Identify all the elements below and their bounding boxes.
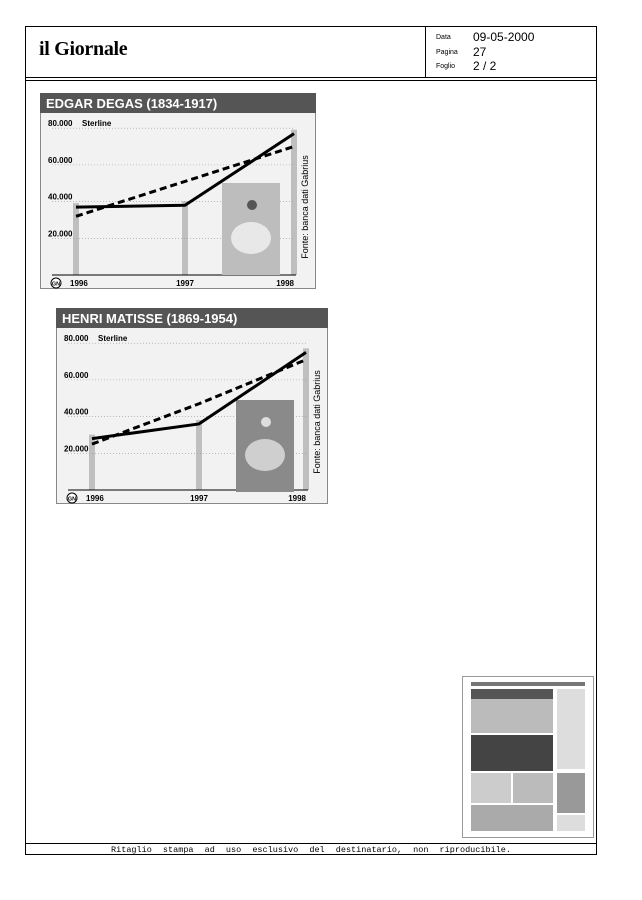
y-tick-label: 60.000 — [64, 370, 89, 380]
x-tick-label: 1998 — [276, 279, 294, 288]
x-tick-label: 1997 — [176, 279, 194, 288]
newspaper-logo: il Giornale — [39, 38, 128, 60]
chart-pillar — [303, 348, 309, 490]
page-thumbnail — [462, 676, 594, 838]
artwork-image — [222, 183, 280, 275]
date-label: Data — [436, 34, 451, 41]
x-tick-label: 1997 — [190, 494, 208, 503]
gn-badge: GN — [51, 281, 61, 288]
artwork-figure — [231, 222, 271, 254]
y-tick-label: 20.000 — [64, 444, 89, 454]
chart-pillar — [73, 203, 79, 275]
source-label: Fonte: banca dati Gabrius — [312, 370, 322, 474]
sheet-label: Foglio — [436, 63, 456, 70]
header — [25, 26, 597, 78]
artwork-image — [236, 400, 294, 492]
y-tick-label: 40.000 — [64, 407, 89, 417]
artwork-figure — [245, 439, 285, 471]
page-label: Pagina — [436, 49, 458, 56]
y-tick-label: 40.000 — [48, 192, 73, 202]
source-label: Fonte: banca dati Gabrius — [300, 155, 310, 259]
y-tick-label: 80.000 — [48, 119, 73, 129]
header-divider — [25, 80, 597, 81]
matisse-chart — [56, 308, 328, 504]
chart-pillar — [196, 420, 202, 490]
y-axis-label: Sterline — [82, 119, 112, 129]
footer-divider — [25, 843, 597, 844]
page-value: 27 — [473, 45, 487, 59]
y-tick-label: 60.000 — [48, 155, 73, 165]
sheet-value: 2 / 2 — [473, 59, 497, 73]
chart-title: HENRI MATISSE (1869-1954) — [62, 311, 238, 326]
footer-disclaimer: Ritaglio stampa ad uso esclusivo del destinatario, non riproducibile. — [111, 845, 511, 855]
y-tick-label: 20.000 — [48, 229, 73, 239]
y-tick-label: 80.000 — [64, 334, 89, 344]
x-tick-label: 1996 — [70, 279, 88, 288]
artwork-head — [261, 417, 271, 427]
chart-pillar — [291, 130, 297, 275]
page-thumbnail-image — [463, 677, 593, 837]
degas-chart — [40, 93, 316, 289]
y-axis-label: Sterline — [98, 334, 128, 344]
gn-badge: GN — [67, 496, 77, 503]
x-tick-label: 1996 — [86, 494, 104, 503]
chart-title: EDGAR DEGAS (1834-1917) — [46, 96, 218, 111]
x-tick-label: 1998 — [288, 494, 306, 503]
date-value: 09-05-2000 — [473, 30, 535, 44]
metadata-box — [425, 26, 597, 78]
artwork-head — [247, 200, 257, 210]
